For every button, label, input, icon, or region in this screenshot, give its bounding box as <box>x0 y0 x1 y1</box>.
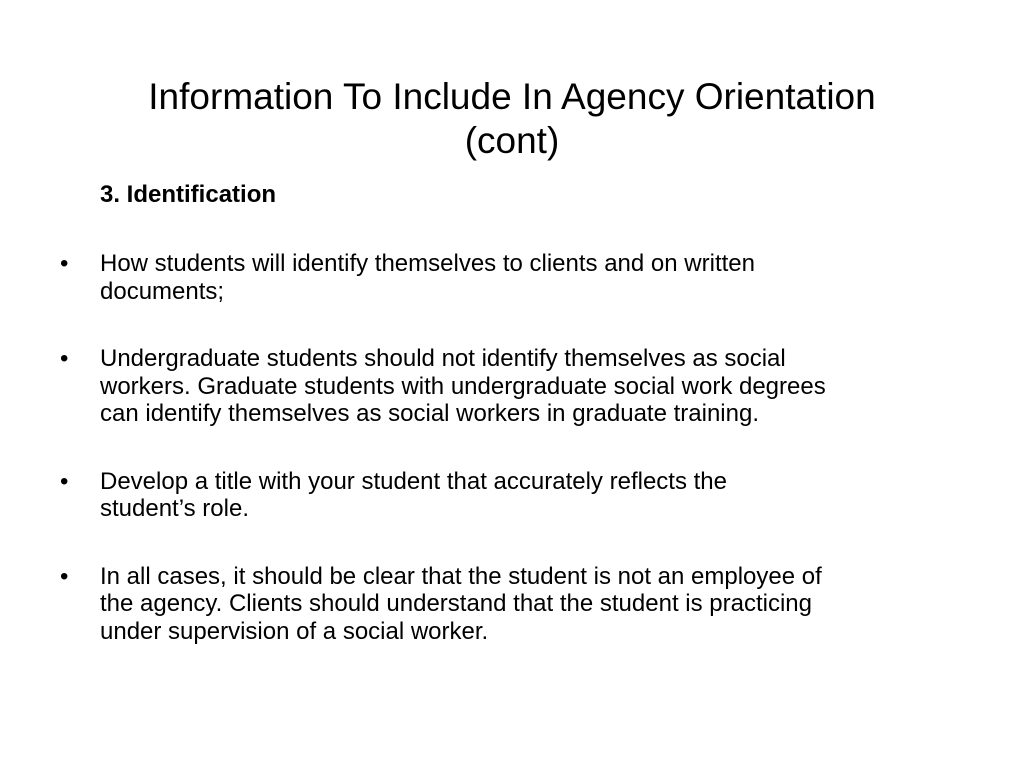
bullet-line: How students will identify themselves to clients and on written <box>100 250 755 277</box>
bullet-line: under supervision of a social worker. <box>100 617 489 645</box>
bullet-point-icon: • <box>60 467 69 495</box>
bullet-point-icon: • <box>60 250 69 277</box>
bullet-item-student-identification <box>0 250 1000 305</box>
bullet-line: workers. Graduate students with undergraduate social work degrees <box>100 372 826 400</box>
bullet-point-icon: • <box>60 345 69 372</box>
section-subheading: 3. Identification <box>100 181 277 208</box>
slide-title <box>60 75 964 163</box>
bullet-line: Undergraduate students should not identify themselves as social <box>100 345 786 372</box>
bullet-line: student’s role. <box>100 495 249 522</box>
bullet-item-undergraduate-students <box>0 345 1000 428</box>
slide-title-line-1: Information To Include In Agency Orientation <box>148 75 876 117</box>
bullet-text <box>100 250 1000 305</box>
bullet-text <box>100 468 1000 523</box>
bullet-item-not-an-employee <box>0 563 1000 646</box>
bullet-text <box>100 345 1000 428</box>
bullet-point-icon: • <box>60 562 69 590</box>
bullet-line: can identify themselves as social workers in graduate training. <box>100 400 759 427</box>
bullet-item-student-title <box>0 468 1000 523</box>
bullet-text <box>100 563 1000 646</box>
bullet-line: Develop a title with your student that accurately reflects the <box>100 467 727 495</box>
bullet-line: documents; <box>100 277 225 305</box>
bullet-list <box>0 250 1000 685</box>
bullet-line: the agency. Clients should understand that the student is practicing <box>100 590 812 617</box>
slide-title-line-2: (cont) <box>464 119 560 161</box>
bullet-line: In all cases, it should be clear that the student is not an employee of <box>100 562 822 590</box>
